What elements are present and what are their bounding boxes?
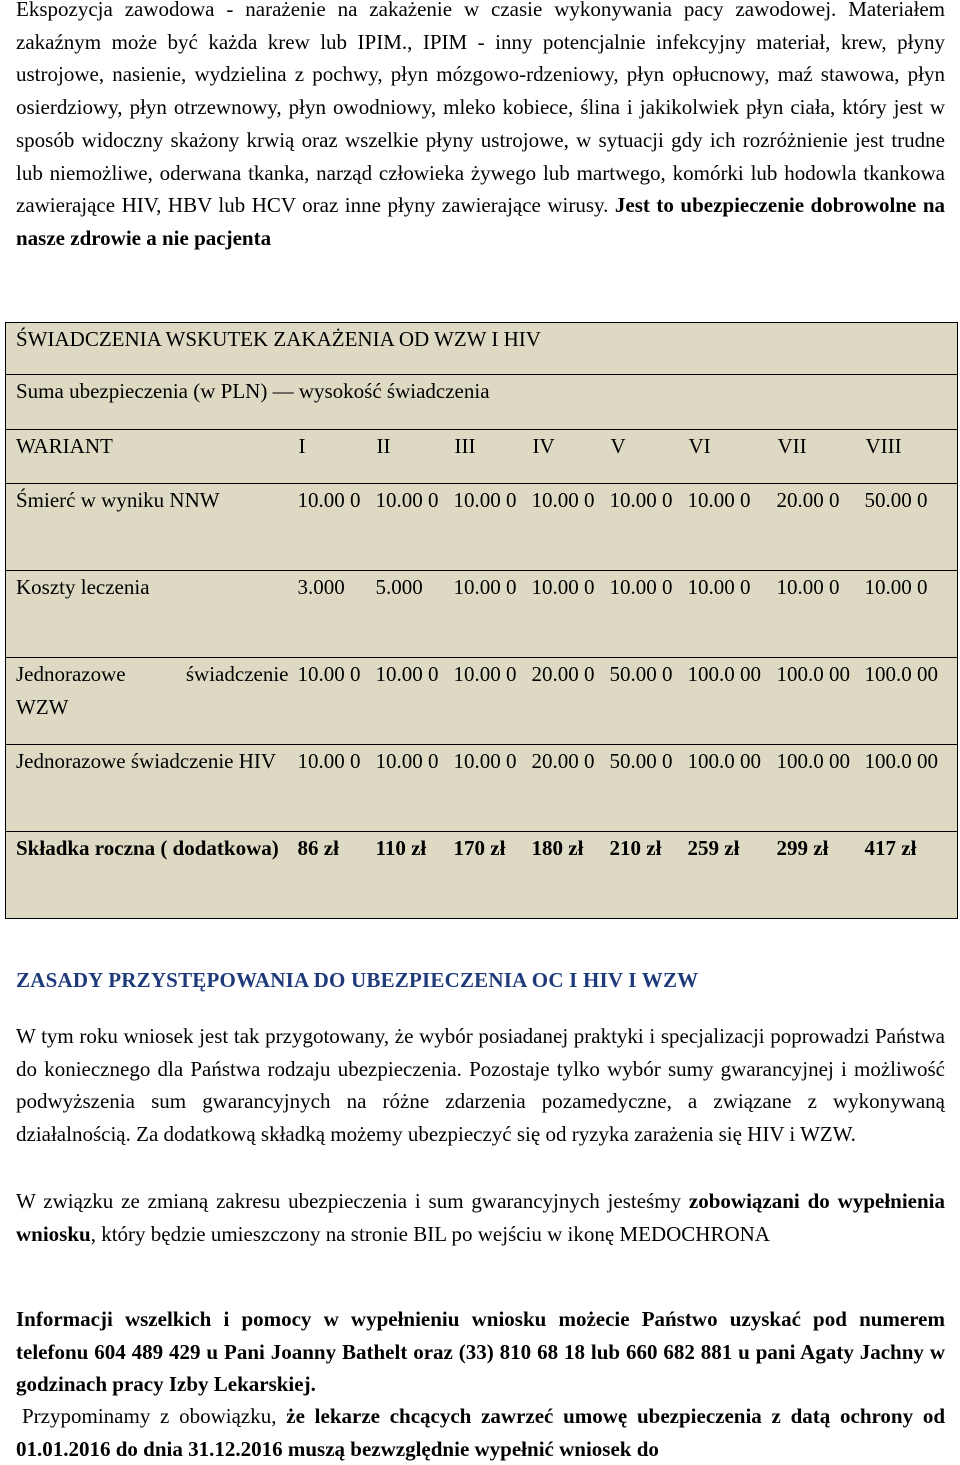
- table-row: [6, 832, 958, 919]
- row-label: Koszty leczenia: [16, 575, 150, 599]
- cell-value: 210 zł: [609, 836, 662, 860]
- intro-bold-text: Jest to ubezpieczenie dobrowolne na nasze zdrowie a nie pacjenta: [16, 193, 945, 250]
- row-label: Składka roczna ( dodatkowa): [16, 836, 279, 860]
- cell-value: 20.00 0: [776, 488, 840, 512]
- contact-info-paragraph: Informacji wszelkich i pomocy w wypełnieniu wniosku możecie Państwo uzyskać pod numerem telefonu 604 489 429 u Pani Joanny Bathelt oraz (33) 810 68 18 lub 660 682 881 u pani Agaty Jachny w godzinach pracy Izby Lekarskiej.: [16, 1307, 945, 1397]
- table-row: [6, 571, 958, 658]
- cell-value: 100.0 00: [776, 662, 850, 686]
- cell-value: 10.00 0: [375, 662, 439, 686]
- cell-value: 10.00 0: [297, 488, 361, 512]
- cell-value: 50.00 0: [609, 662, 673, 686]
- cell-value: 20.00 0: [531, 662, 595, 686]
- row-label: Śmierć w wyniku NNW: [16, 488, 220, 512]
- cell-value: 180 zł: [531, 836, 584, 860]
- rules-paragraph-2: [16, 1185, 945, 1250]
- table-title: ŚWIADCZENIA WSKUTEK ZAKAŻENIA OD WZW I HIV: [16, 327, 541, 351]
- intro-text: Ekspozycja zawodowa - narażenie na zakażenie w czasie wykonywania pacy zawodowej. Materiałem zakaźnym może być każda krew lub IPIM., IPIM - inny potencjalnie infekcyjny materiał, krew, płyny ustrojowe, nasienie, wydzielina z pochwy, płyn mózgowo-rdzeniowy, płyn opłucnowy, maź stawowa, płyn osierdziowy, płyn otrzewnowy, płyn owodniowy, mleko kobiece, ślina i jakikolwiek płyn ciała, który jest w sposób widoczny skażony krwią oraz wszelkie płyny ustrojowe, w sytuacji gdy ich rozróżnienie jest trudne lub niemożliwe, oderwana tkanka, narząd człowieka żywego lub martwego, komórki lub hodowla tkankowa zawierające HIV, HBV lub HCV oraz inne płyny zawierające wirusy.: [16, 0, 945, 218]
- cell-value: 100.0 00: [864, 749, 938, 773]
- variant-header: V: [610, 434, 626, 458]
- cell-value: 10.00 0: [375, 749, 439, 773]
- cell-value: 5.000: [375, 575, 423, 599]
- intro-paragraph: [16, 0, 945, 255]
- cell-value: 100.0 00: [864, 662, 938, 686]
- rules-p2-bold: zobowiązani do wypełnienia wniosku: [16, 1189, 945, 1246]
- reminder-bold-1: że: [286, 1404, 305, 1428]
- cell-value: 170 zł: [453, 836, 506, 860]
- cell-value: 299 zł: [776, 836, 829, 860]
- cell-value: 10.00 0: [531, 575, 595, 599]
- row-label: Jednorazowe świadczenie HIV: [16, 749, 277, 773]
- cell-value: 417 zł: [864, 836, 917, 860]
- variant-header: VI: [688, 434, 711, 458]
- cell-value: 10.00 0: [297, 749, 361, 773]
- cell-value: 20.00 0: [531, 749, 595, 773]
- cell-value: 259 zł: [687, 836, 740, 860]
- table-row: [6, 484, 958, 571]
- header-label: WARIANT: [16, 434, 113, 458]
- cell-value: 100.0 00: [687, 662, 761, 686]
- cell-value: 3.000: [297, 575, 345, 599]
- table-subtitle: Suma ubezpieczenia (w PLN) — wysokość świadczenia: [16, 379, 490, 403]
- cell-value: 100.0 00: [687, 749, 761, 773]
- rules-heading: ZASADY PRZYSTĘPOWANIA DO UBEZPIECZENIA OC I HIV I WZW: [16, 968, 699, 992]
- cell-value: 10.00 0: [453, 749, 517, 773]
- variant-header: II: [376, 434, 391, 458]
- table-title-row: [6, 323, 958, 375]
- reminder-paragraph: [16, 1400, 945, 1465]
- cell-value: 110 zł: [375, 836, 427, 860]
- cell-value: 10.00 0: [864, 575, 928, 599]
- cell-value: 100.0 00: [776, 749, 850, 773]
- reminder-bold-2: lekarze chcących zawrzeć umowę ubezpieczenia z datą ochrony od 01.01.2016 do dnia 31.12.2016 muszą bezwzględnie wypełnić wniosek do: [16, 1404, 946, 1461]
- benefits-table: [5, 322, 958, 919]
- cell-value: 10.00 0: [776, 575, 840, 599]
- table-row: [6, 745, 958, 832]
- variant-header: IV: [532, 434, 555, 458]
- cell-value: 10.00 0: [453, 662, 517, 686]
- table-row: [6, 658, 958, 745]
- rules-p2-text-b: , który będzie umieszczony na stronie BIL po wejściu w ikonę MEDOCHRONA: [90, 1221, 770, 1246]
- variant-header: VII: [777, 434, 807, 458]
- rules-p2-text-a: W związku ze zmianą zakresu ubezpieczenia i sum gwarancyjnych jesteśmy: [16, 1189, 682, 1213]
- rules-paragraph-1: W tym roku wniosek jest tak przygotowany, że wybór posiadanej praktyki i specjalizacji poprowadzi Państwa do koniecznego dla Państwa rodzaju ubezpieczenia. Pozostaje tylko wybór sumy gwarancyjnej i możliwość podwyższenia sum gwarancyjnych na różne zdarzenia pozamedyczne, a związane z wykonywaną działalnością. Za dodatkową składką możemy ubezpieczyć się od ryzyka zarażenia się HIV i WZW.: [16, 1024, 945, 1147]
- cell-value: 10.00 0: [453, 575, 517, 599]
- row-label: Jednorazowe świadczenie WZW: [16, 662, 289, 719]
- reminder-text: Przypominamy z obowiązku,: [22, 1404, 277, 1428]
- cell-value: 10.00 0: [687, 575, 751, 599]
- cell-value: 10.00 0: [687, 488, 751, 512]
- table-header-row: [6, 430, 958, 484]
- variant-header: VIII: [865, 434, 902, 458]
- variant-header: I: [298, 434, 306, 458]
- cell-value: 10.00 0: [531, 488, 595, 512]
- variant-header: III: [454, 434, 476, 458]
- cell-value: 10.00 0: [609, 575, 673, 599]
- cell-value: 10.00 0: [609, 488, 673, 512]
- cell-value: 50.00 0: [609, 749, 673, 773]
- cell-value: 50.00 0: [864, 488, 928, 512]
- table-subtitle-row: [6, 375, 958, 430]
- cell-value: 10.00 0: [375, 488, 439, 512]
- cell-value: 10.00 0: [297, 662, 361, 686]
- cell-value: 86 zł: [297, 836, 339, 860]
- cell-value: 10.00 0: [453, 488, 517, 512]
